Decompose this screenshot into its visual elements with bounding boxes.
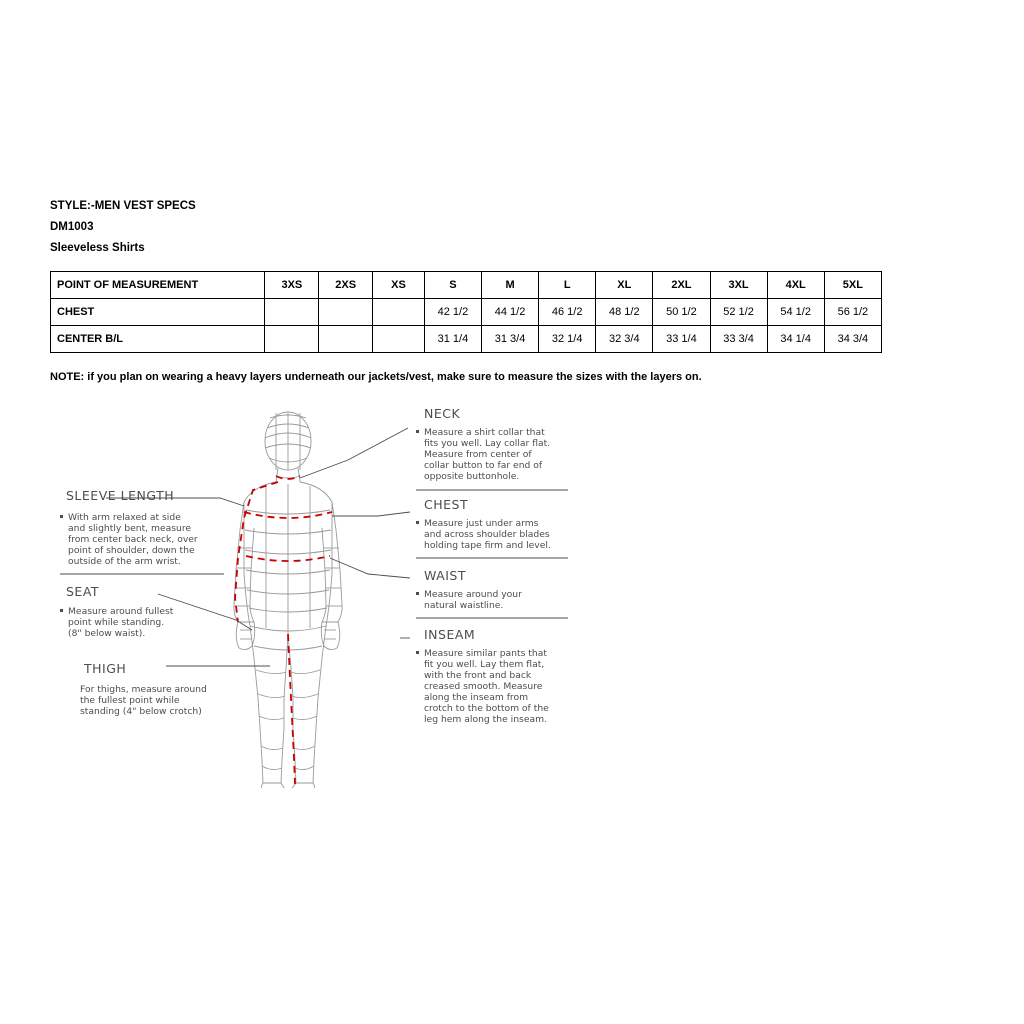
column-header-m: M <box>482 272 539 299</box>
callout-seat-title: SEAT <box>66 584 100 599</box>
callout-sleeve-line-3: from center back neck, over <box>68 534 198 545</box>
cell-chest-xs <box>373 299 425 326</box>
row-label-chest: CHEST <box>51 299 265 326</box>
table-row <box>51 299 882 326</box>
callout-inseam-line-4: creased smooth. Measure <box>424 681 543 692</box>
product-line: Sleeveless Shirts <box>50 242 145 254</box>
callout-thigh-line-2: the fullest point while <box>80 695 180 706</box>
leader-chest <box>332 512 410 516</box>
callout-inseam-title: INSEAM <box>424 627 476 642</box>
callout-chest-line-2: and across shoulder blades <box>424 529 550 540</box>
callout-waist-title: WAIST <box>424 568 466 583</box>
heading-block <box>50 196 196 259</box>
callout-inseam-line-3: with the front and back <box>424 670 532 681</box>
callout-sleeve-title: SLEEVE LENGTH <box>66 488 175 503</box>
cell-chest-l: 46 1/2 <box>539 299 596 326</box>
column-header-point-of-measurement: POINT OF MEASUREMENT <box>51 272 265 299</box>
cell-centerbl-3xl: 33 3/4 <box>710 326 767 353</box>
cell-centerbl-5xl: 34 3/4 <box>824 326 881 353</box>
callout-inseam-line-2: fit you well. Lay them flat, <box>424 659 545 670</box>
callout-neck-title: NECK <box>424 406 461 421</box>
callout-neck <box>416 406 568 490</box>
cell-chest-3xl: 52 1/2 <box>710 299 767 326</box>
cell-chest-5xl: 56 1/2 <box>824 299 881 326</box>
bullet-icon <box>416 521 419 524</box>
cell-centerbl-4xl: 34 1/4 <box>767 326 824 353</box>
callout-seat-line-3: (8" below waist). <box>68 628 146 639</box>
column-header-xs: XS <box>373 272 425 299</box>
callout-inseam-line-7: leg hem along the inseam. <box>424 714 547 725</box>
callout-inseam-line-5: along the inseam from <box>424 692 529 703</box>
table-row <box>51 326 882 353</box>
bullet-icon <box>416 430 419 433</box>
cell-centerbl-l: 32 1/4 <box>539 326 596 353</box>
callout-sleeve-line-1: With arm relaxed at side <box>68 512 181 523</box>
cell-chest-2xl: 50 1/2 <box>653 299 710 326</box>
cell-centerbl-3xs <box>265 326 319 353</box>
neck-measure-line <box>276 476 300 479</box>
column-header-5xl: 5XL <box>824 272 881 299</box>
cell-chest-m: 44 1/2 <box>482 299 539 326</box>
callout-neck-line-5: opposite buttonhole. <box>424 471 520 482</box>
table-header-row <box>51 272 882 299</box>
cell-chest-3xs <box>265 299 319 326</box>
bullet-icon <box>60 609 63 612</box>
column-header-2xl: 2XL <box>653 272 710 299</box>
callout-thigh-line-1: For thighs, measure around <box>80 684 207 695</box>
cell-centerbl-2xl: 33 1/4 <box>653 326 710 353</box>
callout-seat-line-2: point while standing. <box>68 617 165 628</box>
callout-seat-line-1: Measure around fullest <box>68 606 174 617</box>
callout-sleeve-line-4: point of shoulder, down the <box>68 545 195 556</box>
callout-waist <box>416 568 568 618</box>
code-line: DM1003 <box>50 221 94 233</box>
callout-sleeve-line-5: outside of the arm wrist. <box>68 556 181 567</box>
callout-inseam-line-1: Measure similar pants that <box>424 648 547 659</box>
callout-waist-line-1: Measure around your <box>424 589 522 600</box>
cell-centerbl-xs <box>373 326 425 353</box>
callout-sleeve-length <box>60 488 224 574</box>
callout-thigh <box>80 661 207 717</box>
cell-chest-2xs <box>319 299 373 326</box>
callout-chest-line-1: Measure just under arms <box>424 518 539 529</box>
row-label-center-bl: CENTER B/L <box>51 326 265 353</box>
callout-chest-line-3: holding tape firm and level. <box>424 540 551 551</box>
inseam-measure-line <box>288 634 295 784</box>
callout-seat <box>60 584 174 639</box>
bullet-icon <box>416 651 419 654</box>
style-line: STYLE:-MEN VEST SPECS <box>50 200 196 212</box>
column-header-xl: XL <box>596 272 653 299</box>
column-header-3xs: 3XS <box>265 272 319 299</box>
column-header-2xs: 2XS <box>319 272 373 299</box>
cell-chest-s: 42 1/2 <box>424 299 481 326</box>
leader-waist <box>330 558 410 578</box>
callout-thigh-title: THIGH <box>84 661 127 676</box>
cell-centerbl-xl: 32 3/4 <box>596 326 653 353</box>
callout-waist-line-2: natural waistline. <box>424 600 504 611</box>
measurement-diagram <box>48 398 608 788</box>
callout-neck-line-2: fits you well. Lay collar flat. <box>424 438 551 449</box>
column-header-3xl: 3XL <box>710 272 767 299</box>
callout-inseam-line-6: crotch to the bottom of the <box>424 703 549 714</box>
column-header-4xl: 4XL <box>767 272 824 299</box>
size-chart-table <box>50 271 882 353</box>
callout-thigh-line-3: standing (4" below crotch) <box>80 706 202 717</box>
cell-chest-4xl: 54 1/2 <box>767 299 824 326</box>
column-header-s: S <box>424 272 481 299</box>
cell-centerbl-2xs <box>319 326 373 353</box>
callout-neck-line-1: Measure a shirt collar that <box>424 427 545 438</box>
cell-centerbl-s: 31 1/4 <box>424 326 481 353</box>
column-header-l: L <box>539 272 596 299</box>
callout-inseam <box>416 627 549 725</box>
callout-neck-line-3: Measure from center of <box>424 449 532 460</box>
cell-chest-xl: 48 1/2 <box>596 299 653 326</box>
cell-centerbl-m: 31 3/4 <box>482 326 539 353</box>
leader-neck <box>300 428 408 478</box>
measurement-note: NOTE: if you plan on wearing a heavy layers underneath our jackets/vest, make sure to measure the sizes with the layers on. <box>50 371 702 383</box>
bullet-icon <box>60 515 63 518</box>
bullet-icon <box>416 592 419 595</box>
callout-chest <box>416 497 568 558</box>
callout-sleeve-line-2: and slightly bent, measure <box>68 523 192 534</box>
callout-neck-line-4: collar button to far end of <box>424 460 543 471</box>
callout-chest-title: CHEST <box>424 497 469 512</box>
